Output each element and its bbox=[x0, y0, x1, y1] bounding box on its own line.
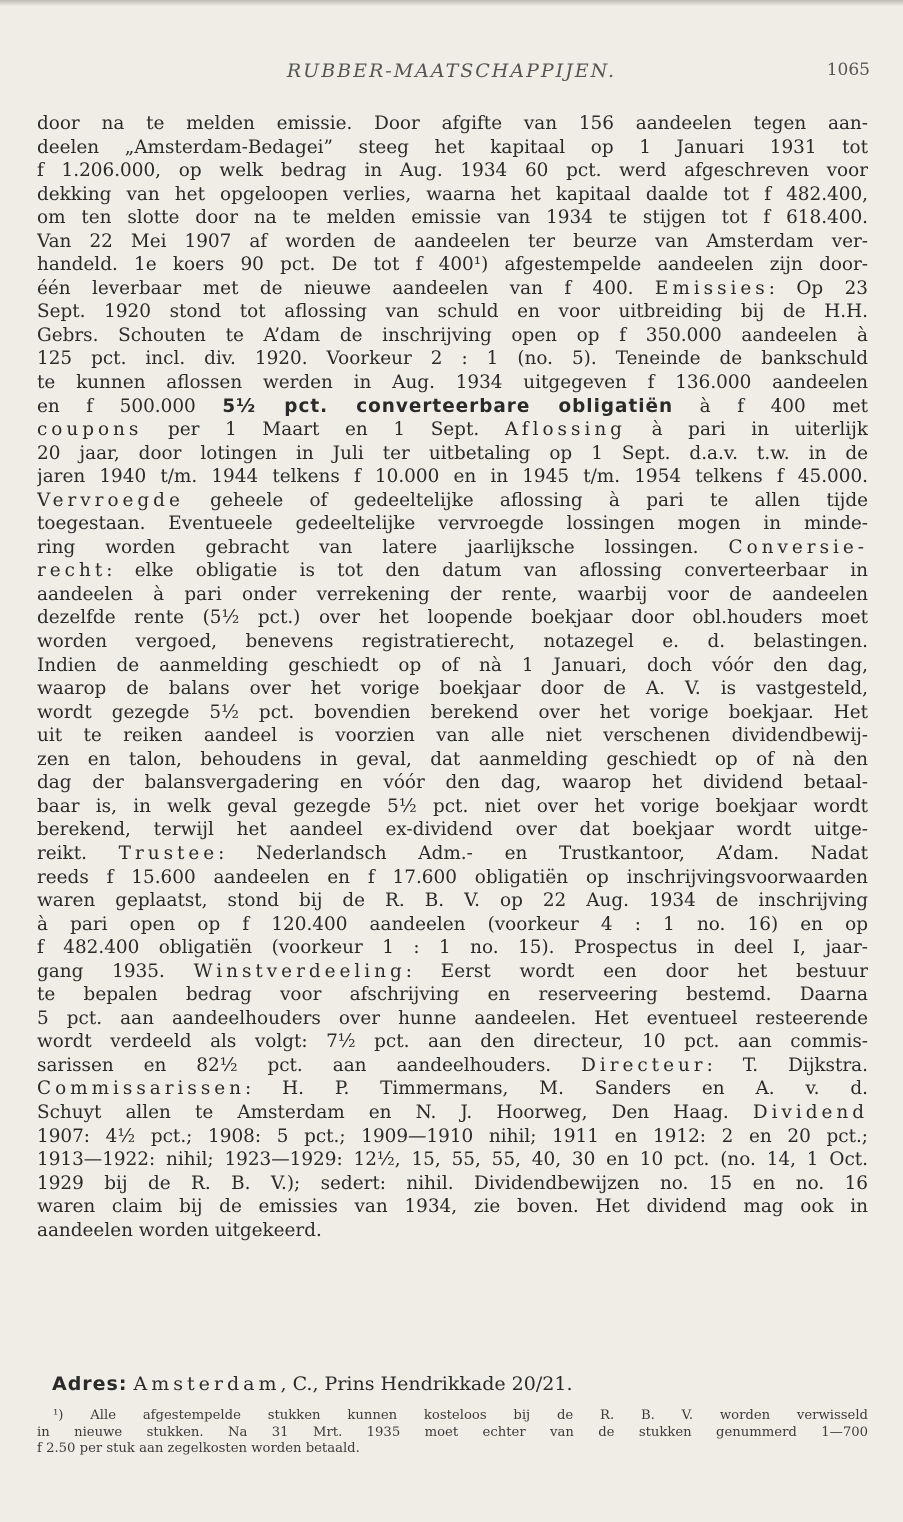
body-text-run: handeld. 1e koers 90 pct. De tot f 400¹) afgestempelde aandeelen zijn door- bbox=[37, 254, 868, 276]
body-text-run: deelen „Amsterdam-Bedagei” steeg het kapitaal op 1 Januari 1931 tot bbox=[37, 136, 868, 158]
body-line bbox=[37, 489, 868, 513]
body-text-run: om ten slotte door na te melden emissie van 1934 te stijgen tot f 618.400. bbox=[37, 207, 868, 229]
body-line bbox=[37, 112, 868, 136]
body-text-run: reikt. bbox=[37, 842, 119, 864]
emphasized-term: Dividend bbox=[752, 1101, 868, 1123]
emphasized-term: Trustee bbox=[118, 842, 219, 864]
body-text-run: dezelfde rente (5½ pct.) over het loopende boekjaar door obl.houders moet bbox=[37, 607, 868, 629]
body-text-run: : elke obligatie is tot den datum van aflossing converteerbaar in bbox=[106, 560, 868, 582]
body-line bbox=[37, 724, 868, 748]
body-text-run: 125 pct. incl. div. 1920. Voorkeur 2 : 1 (no. 5). Teneinde de bankschuld bbox=[37, 348, 868, 370]
body-line bbox=[37, 206, 868, 230]
emphasized-term: recht bbox=[37, 560, 107, 582]
body-text-run: berekend, terwijl het aandeel ex-dividend over dat boekjaar wordt uitge- bbox=[37, 819, 868, 841]
body-text-run: à f 400 met bbox=[673, 395, 868, 417]
body-text-run: f 482.400 obligatiën (voorkeur 1 : 1 no. 15). Prospectus in deel I, jaar- bbox=[37, 937, 868, 959]
body-text-run: : Op 23 bbox=[768, 277, 868, 299]
body-line bbox=[37, 818, 868, 842]
body-text-run: dag der balansvergadering en vóór den dag, waarop het dividend betaal- bbox=[37, 772, 868, 794]
body-line bbox=[37, 183, 868, 207]
body-line bbox=[37, 1101, 868, 1125]
body-line bbox=[37, 324, 868, 348]
emphasized-term: Aflossing bbox=[504, 419, 626, 441]
footnote-line: f 2.50 per stuk aan zegelkosten worden betaald. bbox=[37, 1441, 360, 1456]
body-text-run: jaren 1940 t/m. 1944 telkens f 10.000 en in 1945 t/m. 1954 telkens f 45.000. bbox=[37, 466, 868, 488]
emphasized-term: Vervroegde bbox=[37, 489, 184, 511]
body-text-run: gang 1935. bbox=[37, 960, 194, 982]
body-text-run: geheele of gedeeltelijke aflossing à pari te allen tijde bbox=[183, 489, 868, 511]
body-text-run: 1907: 4½ pct.; 1908: 5 pct.; 1909—1910 nihil; 1911 en 1912: 2 en 20 pct.; bbox=[37, 1125, 868, 1147]
body-line bbox=[37, 748, 868, 772]
body-text-run: uit te reiken aandeel is voorzien van alle niet verschenen dividendbewij- bbox=[37, 725, 868, 747]
body-text-run: : Nederlandsch Adm.- en Trustkantoor, A’dam. Nadat bbox=[218, 842, 868, 864]
body-text-run: door na te melden emissie. Door afgifte van 156 aandeelen tegen aan- bbox=[37, 113, 868, 134]
body-text-run: ring worden gebracht van latere jaarlijksche lossingen. bbox=[37, 536, 729, 558]
address-rest: , C., Prins Hendrikkade 20/21. bbox=[280, 1373, 573, 1395]
body-line bbox=[37, 442, 868, 466]
address-city: Amsterdam bbox=[133, 1373, 281, 1395]
address-label: Adres: bbox=[52, 1373, 128, 1395]
body-text-run: : T. Dijkstra. bbox=[706, 1054, 868, 1076]
page-header bbox=[0, 60, 903, 90]
emphasized-term: coupons bbox=[37, 419, 143, 441]
body-line bbox=[37, 277, 868, 301]
body-text-run: : Eerst wordt een door het bestuur bbox=[405, 960, 868, 982]
emphasized-term: Commissarissen bbox=[37, 1078, 246, 1100]
emphasized-term: 5½ pct. converteerbare obligatiën bbox=[222, 395, 674, 417]
body-text bbox=[37, 112, 868, 1242]
body-text-run: waren geplaatst, stond bij de R. B. V. op 22 Aug. 1934 de inschrijving bbox=[37, 890, 868, 912]
body-line bbox=[37, 465, 868, 489]
emphasized-term: Directeur bbox=[581, 1054, 707, 1076]
body-text-run: 20 jaar, door lotingen in Juli ter uitbetaling op 1 Sept. d.a.v. t.w. in de bbox=[37, 442, 868, 464]
emphasized-term: Winstverdeeling bbox=[193, 960, 406, 982]
body-line bbox=[37, 512, 868, 536]
body-text-run: wordt verdeeld als volgt: 7½ pct. aan den directeur, 10 pct. aan commis- bbox=[37, 1031, 868, 1053]
body-text-run: te kunnen aflossen werden in Aug. 1934 uitgegeven f 136.000 aandeelen bbox=[37, 372, 868, 394]
body-text-run: Indien de aanmelding geschiedt op of nà 1 Januari, doch vóór den dag, bbox=[37, 654, 868, 676]
address-line bbox=[52, 1372, 872, 1396]
body-line bbox=[37, 1148, 868, 1172]
body-text-run: zen en talon, behoudens in geval, dat aanmelding geschiedt op of nà den bbox=[37, 748, 868, 770]
body-line bbox=[37, 253, 868, 277]
emphasized-term: Conversie- bbox=[728, 536, 868, 558]
page-top-edge bbox=[0, 0, 903, 6]
body-line bbox=[37, 1219, 868, 1243]
body-line bbox=[37, 842, 868, 866]
body-text-run: één leverbaar met de nieuwe aandeelen van f 400. bbox=[37, 277, 655, 299]
body-line bbox=[37, 230, 868, 254]
footnote bbox=[37, 1408, 868, 1458]
body-text-run: worden vergoed, benevens registratierecht, notazegel e. d. belastingen. bbox=[37, 631, 868, 653]
body-line bbox=[37, 347, 868, 371]
body-line bbox=[37, 913, 868, 937]
body-text-run: toegestaan. Eventueele gedeeltelijke vervroegde lossingen mogen in minde- bbox=[37, 513, 868, 535]
body-line bbox=[37, 1172, 868, 1196]
body-line bbox=[37, 300, 868, 324]
body-line bbox=[37, 866, 868, 890]
footnote-line: in nieuwe stukken. Na 31 Mrt. 1935 moet echter van de stukken genummerd 1—700 bbox=[37, 1424, 868, 1440]
running-title: RUBBER-MAATSCHAPPIJEN. bbox=[286, 60, 617, 82]
body-line bbox=[37, 559, 868, 583]
body-text-run: Schuyt allen te Amsterdam en N. J. Hoorweg, Den Haag. bbox=[37, 1101, 753, 1123]
body-text-run: à pari open op f 120.400 aandeelen (voorkeur 4 : 1 no. 16) en op bbox=[37, 913, 868, 935]
body-line bbox=[37, 606, 868, 630]
body-text-run: à pari in uiterlijk bbox=[625, 419, 868, 441]
body-line bbox=[37, 795, 868, 819]
body-line bbox=[37, 1007, 868, 1031]
body-line bbox=[37, 889, 868, 913]
body-line bbox=[37, 536, 868, 560]
body-text-run: wordt gezegde 5½ pct. bovendien berekend over het vorige boekjaar. Het bbox=[37, 701, 868, 723]
body-line bbox=[37, 371, 868, 395]
body-line bbox=[37, 960, 868, 984]
body-text-run: dekking van het opgeloopen verlies, waarna het kapitaal daalde tot f 482.400, bbox=[37, 183, 868, 205]
body-text-run: aandeelen worden uitgekeerd. bbox=[37, 1219, 322, 1241]
body-line bbox=[37, 159, 868, 183]
body-text-run: aandeelen à pari onder verrekening der rente, waarbij voor de aandeelen bbox=[37, 583, 868, 605]
body-text-run: : H. P. Timmermans, M. Sanders en A. v. d. bbox=[245, 1078, 868, 1100]
body-line bbox=[37, 1054, 868, 1078]
body-text-run: sarissen en 82½ pct. aan aandeelhouders. bbox=[37, 1054, 582, 1076]
body-text-run: per 1 Maart en 1 Sept. bbox=[142, 419, 505, 441]
footnote-line: ¹) Alle afgestempelde stukken kunnen kosteloos bij de R. B. V. worden verwisseld bbox=[53, 1408, 868, 1423]
body-line bbox=[37, 136, 868, 160]
body-line bbox=[37, 1195, 868, 1219]
body-text-run: 5 pct. aan aandeelhouders over hunne aandeelen. Het eventueel resteerende bbox=[37, 1007, 868, 1029]
body-line bbox=[37, 701, 868, 725]
body-text-run: Gebrs. Schouten te A’dam de inschrijving open op f 350.000 aandeelen à bbox=[37, 324, 868, 346]
emphasized-term: Emissies bbox=[654, 277, 769, 299]
body-text-run: reeds f 15.600 aandeelen en f 17.600 obligatiën op inschrijvingsvoorwaarden bbox=[37, 866, 868, 888]
body-line bbox=[37, 630, 868, 654]
body-text-run: Sept. 1920 stond tot aflossing van schuld en voor uitbreiding bij de H.H. bbox=[37, 301, 868, 323]
body-text-run: 1913—1922: nihil; 1923—1929: 12½, 15, 55, 55, 40, 30 en 10 pct. (no. 14, 1 Oct. bbox=[37, 1149, 868, 1171]
body-line bbox=[37, 583, 868, 607]
body-text-run: te bepalen bedrag voor afschrijving en reserveering bestemd. Daarna bbox=[37, 984, 868, 1006]
body-line bbox=[37, 677, 868, 701]
body-line bbox=[37, 1125, 868, 1149]
body-line bbox=[37, 936, 868, 960]
body-text-run: waren claim bij de emissies van 1934, zie boven. Het dividend mag ook in bbox=[37, 1196, 868, 1218]
body-text-run: waarop de balans over het vorige boekjaar door de A. V. is vastgesteld, bbox=[37, 678, 868, 700]
body-line bbox=[37, 1077, 868, 1101]
page-number: 1065 bbox=[826, 60, 870, 80]
body-line bbox=[37, 395, 868, 419]
body-text-run: f 1.206.000, op welk bedrag in Aug. 1934 60 pct. werd afgeschreven voor bbox=[37, 160, 868, 182]
body-line bbox=[37, 983, 868, 1007]
body-text-run: Van 22 Mei 1907 af worden de aandeelen ter beurze van Amsterdam ver- bbox=[37, 230, 868, 252]
body-line bbox=[37, 771, 868, 795]
body-text-run: baar is, in welk geval gezegde 5½ pct. niet over het vorige boekjaar wordt bbox=[37, 795, 868, 817]
body-line bbox=[37, 1030, 868, 1054]
body-text-run: 1929 bij de R. B. V.); sedert: nihil. Dividendbewijzen no. 15 en no. 16 bbox=[37, 1172, 868, 1194]
body-line bbox=[37, 654, 868, 678]
body-text-run: en f 500.000 bbox=[37, 395, 223, 417]
body-line bbox=[37, 418, 868, 442]
